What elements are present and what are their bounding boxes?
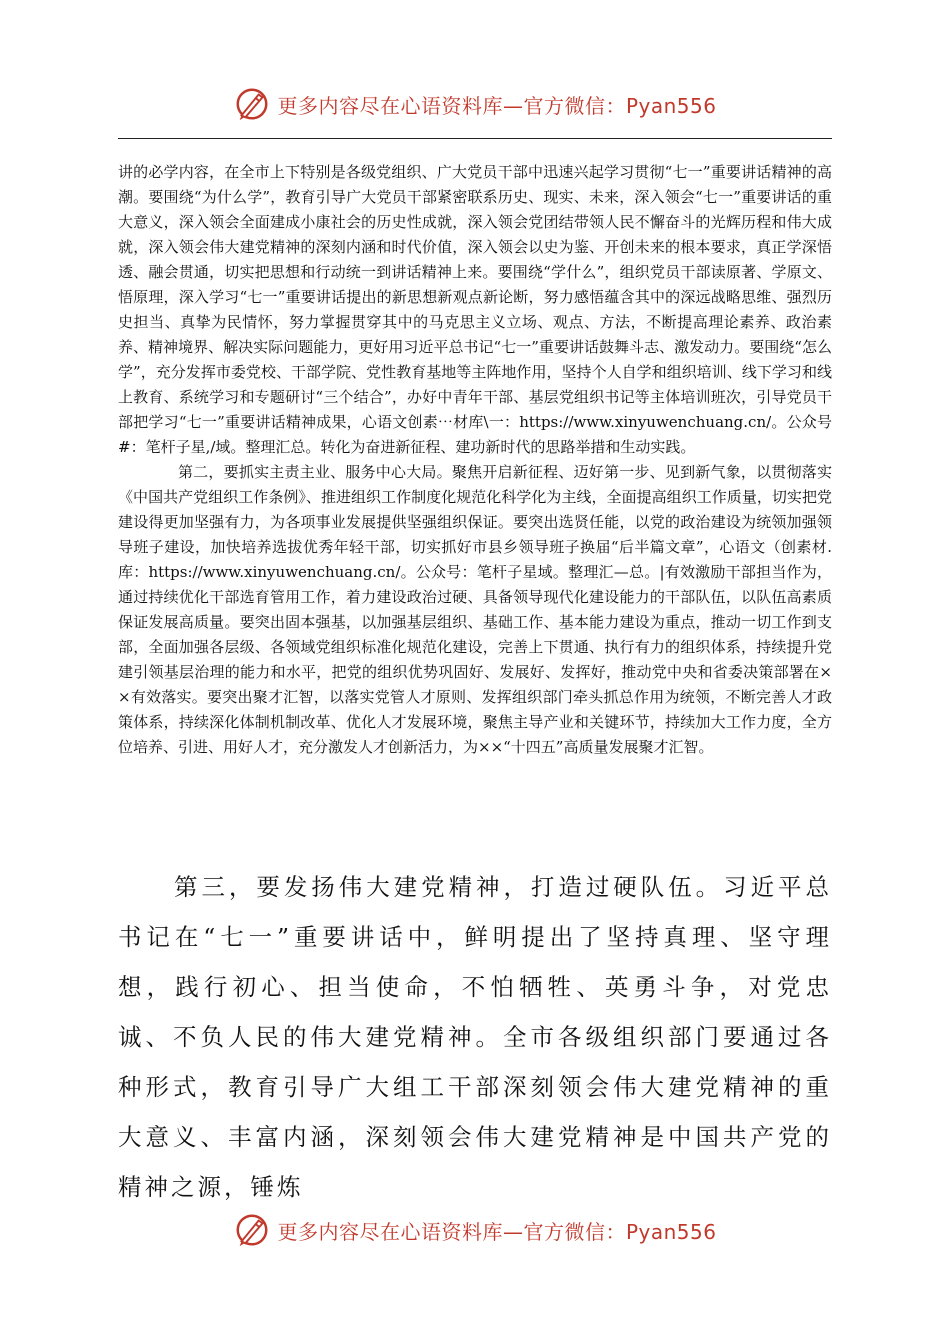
page-header bbox=[0, 84, 950, 124]
document-body-small bbox=[118, 160, 832, 760]
paragraph-3: 第三，要发扬伟大建党精神，打造过硬队伍。习近平总书记在“七一”重要讲话中，鲜明提出了坚持真理、坚守理想，践行初心、担当使命，不怕牺牲、英勇斗争，对党忠诚、不负人民的伟大建党精神。全市各级组织部门要通过各种形式，教育引导广大组工干部深刻领会伟大建党精神的重大意义、丰富内涵，深刻领会伟大建党精神是中国共产党的精神之源，锤炼 bbox=[118, 873, 832, 1201]
paragraph-2: 第二，要抓实主责主业、服务中心大局。聚焦开启新征程、迈好第一步、见到新气象，以贯彻落实《中国共产党组织工作条例》、推进组织工作制度化规范化科学化为主线，全面提高组织工作质量，切实把党建设得更加坚强有力，为各项事业发展提供坚强组织保证。要突出选贤任能，以党的政治建设为统领加强领导班子建设，加快培养选拔优秀年轻干部，切实抓好市县乡领导班子换届“后半篇文章”，心语文（创素材.库：https://www.xinyuwenchuang.cn/。公众号：笔杆子星域。整理汇—总。|有效激励干部担当作为，通过持续优化干部选育管用工作，着力建设政治过硬、具备领导现代化建设能力的干部队伍，以队伍高素质保证发展高质量。要突出固本强基，以加强基层组织、基础工作、基本能力建设为重点，推动一切工作到支部，全面加强各层级、各领域党组织标准化规范化建设，完善上下贯通、执行有力的组织体系，持续提升党建引领基层治理的能力和水平，把党的组织优势巩固好、发展好、发挥好，推动党中央和省委决策部署在××有效落实。要突出聚才汇智，以落实党管人才原则、发挥组织部门牵头抓总作用为统领，不断完善人才政策体系，持续深化体制机制改革、优化人才发展环境，聚焦主导产业和关键环节，持续加大工作力度，全方位培养、引进、用好人才，充分激发人才创新活力，为××“十四五”高质量发展聚才汇智。 bbox=[118, 463, 832, 756]
paragraph-1: 讲的必学内容，在全市上下特别是各级党组织、广大党员干部中迅速兴起学习贯彻“七一”重要讲话精神的高潮。要围绕“为什么学”，教育引导广大党员干部紧密联系历史、现实、未来，深入领会“七一”重要讲话的重大意义，深入领会全面建成小康社会的历史性成就，深入领会党团结带领人民不懈奋斗的光辉历程和伟大成就，深入领会伟大建党精神的深刻内涵和时代价值，深入领会以史为鉴、开创未来的根本要求，真正学深悟透、融会贯通，切实把思想和行动统一到讲话精神上来。要围绕“学什么”，组织党员干部读原著、学原文、悟原理，深入学习“七一”重要讲话提出的新思想新观点新论断，努力感悟蕴含其中的深远战略思维、强烈历史担当、真挚为民情怀，努力掌握贯穿其中的马克思主义立场、观点、方法，不断提高理论素养、政治素养、精神境界、解决实际问题能力，更好用习近平总书记“七一”重要讲话鼓舞斗志、激发动力。要围绕“怎么学”，充分发挥市委党校、干部学院、党性教育基地等主阵地作用，坚持个人自学和组织培训、线下学习和线上教育、系统学习和专题研讨“三个结合”，办好中青年干部、基层党组织书记等主体培训班次，引导党员干部把学习“七一”重要讲话精神成果，心语文创素⋯材库\一：https://www.xinyuwenchuang.cn/。公众号#：笔杆子星,/域。整理汇总。转化为奋进新征程、建功新时代的思路举措和生动实践。 bbox=[118, 163, 832, 456]
header-brand-text: 更多内容尽在心语资料库—官方微信：Pyan556 bbox=[277, 93, 717, 118]
page-footer bbox=[0, 1210, 950, 1250]
pen-circle-logo-icon bbox=[233, 1211, 271, 1249]
header-divider bbox=[118, 138, 832, 139]
footer-brand-text: 更多内容尽在心语资料库—官方微信：Pyan556 bbox=[277, 1219, 717, 1244]
pen-circle-logo-icon bbox=[233, 85, 271, 123]
document-body-large bbox=[118, 862, 832, 1212]
